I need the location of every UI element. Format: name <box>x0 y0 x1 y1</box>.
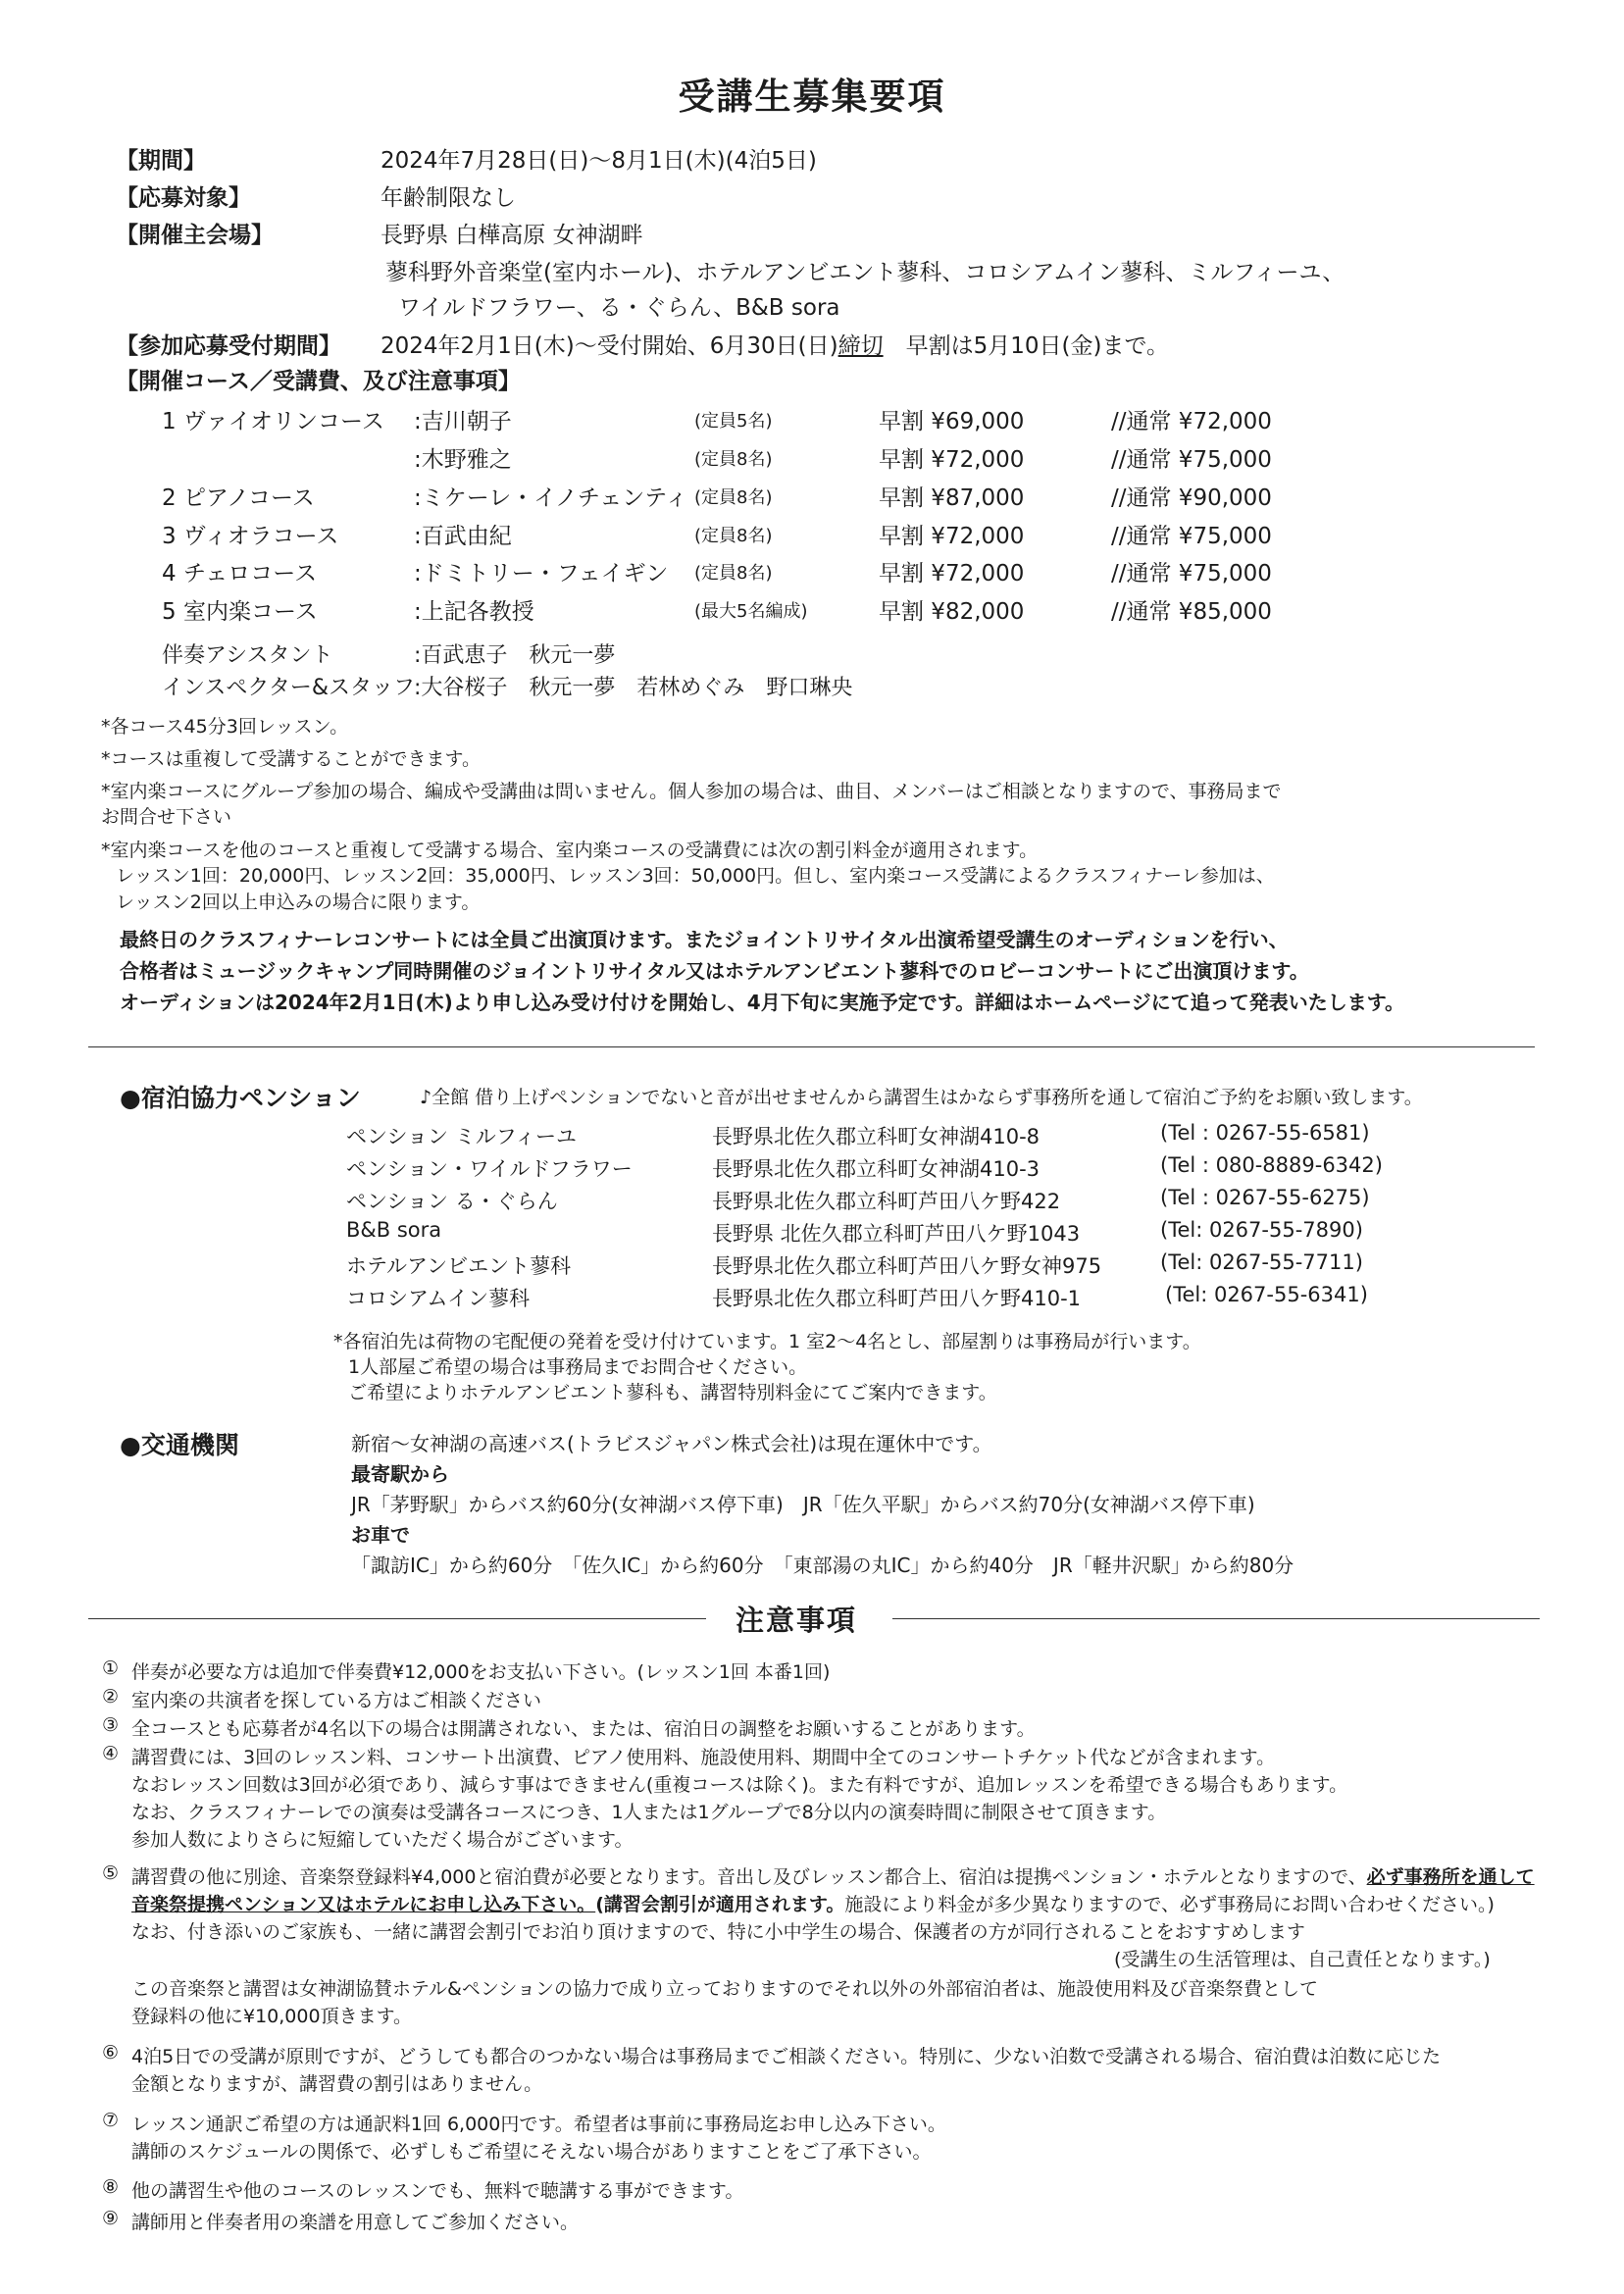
caution-item: 講師用と伴奏者用の楽譜を用意してご参加ください。 <box>131 2212 580 2233</box>
concert-note: 合格者はミュージックキャンプ同時開催のジョイントリサイタル又はホテルアンビエント蓼科でのロビーコンサートにご出演頂けます。 <box>120 959 1309 983</box>
period-value: 2024年7月28日(日)～8月1日(木)(4泊5日) <box>381 148 817 174</box>
discount-text: (講習会割引が適用されます。 <box>595 1894 845 1915</box>
bus-note: 新宿～女神湖の高速バス(トラビスジャパン株式会社)は現在運休中です。 <box>351 1432 992 1455</box>
period-label: 【期間】 <box>116 148 206 174</box>
venue-value: 長野県 白樺高原 女神湖畔 <box>381 223 643 248</box>
page-title: 受講生募集要項 <box>678 76 946 118</box>
caution-item-cont: なお、クラスフィナーレでの演奏は受講各コースにつき、1人または1グループで8分以内の演奏時間に制限させて頂きます。 <box>131 1802 1167 1823</box>
course-teacher: :ミケーレ・イノチェンティ <box>414 485 688 511</box>
item-number: ④ <box>102 1743 120 1764</box>
transport-heading: ●交通機関 <box>120 1431 239 1459</box>
divider <box>88 1046 1535 1047</box>
item-number: ⑤ <box>102 1862 120 1884</box>
lodging-name: B&B sora <box>346 1218 442 1242</box>
courses-heading: 【開催コース／受講費、及び注意事項】 <box>116 369 521 394</box>
caution-item: 全コースとも応募者が4名以下の場合は開講されない、または、宿泊日の調整をお願いすることがあります。 <box>131 1718 1036 1740</box>
fee-text: 講習費の他に別途、音楽祭登録料¥4,000と宿泊費が必要となります。音出し及びレッスン都合上、宿泊は提携ペンション・ホテルとなりますので、 <box>131 1866 1367 1888</box>
caution-item <box>131 1862 1535 1889</box>
course-name: 2 ピアノコース <box>162 485 315 511</box>
caution-item: 4泊5日での受講が原則ですが、どうしても都合のつかない場合は事務局までご相談ください。特別に、少ない泊数で受講される場合、宿泊費は泊数に応じた <box>131 2046 1442 2067</box>
lodging-name: ペンション・ワイルドフラワー <box>346 1157 633 1181</box>
item-number: ③ <box>102 1714 120 1736</box>
lodging-tel: (Tel : 0267-55-6275) <box>1160 1186 1370 1209</box>
course-capacity: (定員8名) <box>694 563 773 584</box>
caution-item: 講習費には、3回のレッスン料、コンサート出演費、ピアノ使用料、施設使用料、期間中全てのコンサートチケット代などが含まれます。 <box>131 1747 1276 1768</box>
course-name: 5 室内楽コース <box>162 599 318 625</box>
venue-line: ワイルドフラワー、る・ぐらん、B&B sora <box>398 295 840 321</box>
caution-item: レッスン通訳ご希望の方は通訳料1回 6,000円です。希望者は事前に事務局迄お申し込み下さい。 <box>131 2114 946 2135</box>
lodging-intro: ♪全館 借り上げペンションでないと音が出せませんから講習生はかならず事務所を通して宿泊ご予約をお願い致します。 <box>420 1087 1423 1108</box>
caution-item: 室内楽の共演者を探している方はご相談ください <box>131 1690 542 1711</box>
concert-note: 最終日のクラスフィナーレコンサートには全員ご出演頂けます。またジョイントリサイタル出演希望受講生のオーディションを行い、 <box>120 928 1289 951</box>
caution-heading: 注意事項 <box>736 1604 858 1637</box>
item-number: ⑧ <box>102 2176 120 2198</box>
course-normal-price: //通常 ¥75,000 <box>1111 447 1272 473</box>
course-capacity: (定員5名) <box>694 411 773 432</box>
course-teacher: :上記各教授 <box>414 599 534 625</box>
early-deadline: 早割は5月10日(金)まで。 <box>905 333 1169 359</box>
course-capacity: (最大5名編成) <box>694 601 808 622</box>
lodging-name: コロシアムイン蓼科 <box>346 1287 531 1310</box>
divider-right <box>892 1618 1540 1619</box>
item-number: ⑦ <box>102 2110 120 2131</box>
course-note: *コースは重複して受講することができます。 <box>101 748 482 770</box>
course-capacity: (定員8名) <box>694 526 773 546</box>
staff-role: 伴奏アシスタント <box>162 643 333 668</box>
course-teacher: :吉川朝子 <box>414 409 512 434</box>
deadline-text: 締切 <box>837 333 884 359</box>
target-label: 【応募対象】 <box>116 185 251 211</box>
car-heading: お車で <box>351 1523 410 1547</box>
course-normal-price: //通常 ¥72,000 <box>1111 409 1272 434</box>
course-name: 3 ヴィオラコース <box>162 524 339 549</box>
venue-line: 蓼科野外音楽堂(室内ホール)、ホテルアンビエント蓼科、コロシアムイン蓼科、ミルフィーユ、 <box>385 260 1345 285</box>
course-note: *室内楽コースを他のコースと重複して受講する場合、室内楽コースの受講費には次の割引料金が適用されます。 <box>101 840 1039 861</box>
course-normal-price: //通常 ¥75,000 <box>1111 561 1272 586</box>
train-heading: 最寄駅から <box>351 1462 449 1486</box>
car-access: 「諏訪IC」から約60分 「佐久IC」から約60分 「東部湯の丸IC」から約40分 JR「軽井沢駅」から約80分 <box>351 1554 1294 1577</box>
caution-item-cont: なお、付き添いのご家族も、一緒に講習会割引でお泊り頂けますので、特に小中学生の場合、保護者の方が同行されることをおすすめします <box>131 1921 1305 1943</box>
lodging-name: ペンション る・ぐらん <box>346 1190 558 1213</box>
caution-item-cont: なおレッスン回数は3回が必須であり、減らす事はできません(重複コースは除く)。また有料ですが、追加レッスンを希望できる場合もあります。 <box>131 1774 1348 1796</box>
course-capacity: (定員8名) <box>694 487 773 508</box>
course-note: お問合せ下さい <box>101 806 232 828</box>
item-number: ① <box>102 1657 120 1679</box>
lodging-tel: (Tel: 0267-55-6341) <box>1165 1283 1368 1306</box>
lodging-name: ホテルアンビエント蓼科 <box>346 1254 572 1278</box>
course-normal-price: //通常 ¥90,000 <box>1111 485 1272 511</box>
staff-role: インスペクター&スタッフ <box>162 676 416 700</box>
lodging-tel: (Tel : 080-8889-6342) <box>1160 1153 1383 1177</box>
lodging-address: 長野県北佐久郡立科町芦田八ケ野422 <box>712 1190 1061 1213</box>
course-note: *室内楽コースにグループ参加の場合、編成や受講曲は問いません。個人参加の場合は、曲目、メンバーはご相談となりますので、事務局まで <box>101 781 1282 802</box>
staff-names: :大谷桜子 秋元一夢 若林めぐみ 野口琳央 <box>414 676 853 700</box>
course-note: レッスン2回以上申込みの場合に限ります。 <box>116 892 481 913</box>
lodging-tel: (Tel: 0267-55-7890) <box>1160 1218 1363 1242</box>
lodging-tel: (Tel : 0267-55-6581) <box>1160 1121 1370 1145</box>
item-number: ⑥ <box>102 2042 120 2064</box>
venue-label: 【開催主会場】 <box>116 223 274 248</box>
caution-item-cont: 金額となりますが、講習費の割引はありません。 <box>131 2073 543 2095</box>
lodging-address: 長野県北佐久郡立科町女神湖410-3 <box>712 1157 1040 1181</box>
caution-item-cont: 講師のスケジュールの関係で、必ずしもご希望にそえない場合がありますことをご了承下さい。 <box>131 2141 932 2163</box>
inquiry-text: 施設により料金が多少異なりますので、必ず事務局にお問い合わせください。) <box>844 1894 1495 1915</box>
concert-note: オーディションは2024年2月1日(木)より申し込み受け付けを開始し、4月下旬に実施予定です。詳細はホームページにて追って発表いたします。 <box>120 991 1405 1014</box>
target-value: 年齢制限なし <box>381 185 516 211</box>
lodging-note: ご希望によりホテルアンビエント蓼科も、講習特別料金にてご案内できます。 <box>348 1382 997 1403</box>
caution-item-cont <box>131 1890 1495 1916</box>
lodging-heading: ●宿泊協力ペンション <box>120 1084 361 1112</box>
course-name: 4 チェロコース <box>162 561 318 586</box>
lodging-tel: (Tel: 0267-55-7711) <box>1160 1250 1363 1274</box>
lodging-address: 長野県北佐久郡立科町芦田八ケ野女神975 <box>712 1254 1102 1278</box>
item-number: ② <box>102 1686 120 1708</box>
course-teacher: :百武由紀 <box>414 524 512 549</box>
train-access: JR「茅野駅」からバス約60分(女神湖バス停下車) JR「佐久平駅」からバス約70分(女神湖バス停下車) <box>351 1493 1255 1516</box>
lodging-address: 長野県北佐久郡立科町芦田八ケ野410-1 <box>712 1287 1082 1310</box>
course-early-price: 早割 ¥72,000 <box>879 447 1025 473</box>
caution-item-cont: (受講生の生活管理は、自己責任となります。) <box>1114 1949 1491 1970</box>
course-normal-price: //通常 ¥85,000 <box>1111 599 1272 625</box>
caution-item: 伴奏が必要な方は追加で伴奏費¥12,000をお支払い下さい。(レッスン1回 本番1回) <box>131 1661 831 1683</box>
course-early-price: 早割 ¥72,000 <box>879 561 1025 586</box>
course-teacher: :木野雅之 <box>414 447 512 473</box>
lodging-address: 長野県北佐久郡立科町女神湖410-8 <box>712 1125 1040 1148</box>
caution-item: 他の講習生や他のコースのレッスンでも、無料で聴講する事ができます。 <box>131 2180 744 2202</box>
booking-instruction: 音楽祭提携ペンション又はホテルにお申し込み下さい。 <box>131 1894 596 1915</box>
course-early-price: 早割 ¥72,000 <box>879 524 1025 549</box>
course-capacity: (定員8名) <box>694 449 773 470</box>
course-normal-price: //通常 ¥75,000 <box>1111 524 1272 549</box>
caution-item-cont: 登録料の他に¥10,000頂きます。 <box>131 2006 413 2027</box>
lodging-name: ペンション ミルフィーユ <box>346 1125 578 1148</box>
course-note: *各コース45分3回レッスン。 <box>101 716 349 738</box>
booking-required-text: 必ず事務所を通して <box>1366 1866 1535 1888</box>
apply-period-value: 2024年2月1日(木)～受付開始、6月30日(日)締切 早割は5月10日(金)まで。 <box>381 333 1169 359</box>
course-note: レッスン1回：20,000円、レッスン2回：35,000円、レッスン3回：50,000円。但し、室内楽コース受講によるクラスフィナーレ参加は、 <box>116 865 1275 887</box>
course-teacher: :ドミトリー・フェイギン <box>414 561 669 586</box>
lodging-note: *各宿泊先は荷物の宅配便の発着を受け付けています。1 室2～4名とし、部屋割りは事務局が行います。 <box>333 1331 1201 1352</box>
course-name: 1 ヴァイオリンコース <box>162 409 384 434</box>
lodging-address: 長野県 北佐久郡立科町芦田八ケ野1043 <box>712 1222 1081 1246</box>
course-early-price: 早割 ¥87,000 <box>879 485 1025 511</box>
lodging-note: 1人部屋ご希望の場合は事務局までお問合せください。 <box>348 1356 808 1378</box>
course-early-price: 早割 ¥69,000 <box>879 409 1025 434</box>
item-number: ⑨ <box>102 2208 120 2229</box>
caution-item-cont: 参加人数によりさらに短縮していただく場合がございます。 <box>131 1829 634 1851</box>
divider-left <box>88 1618 706 1619</box>
staff-names: :百武恵子 秋元一夢 <box>414 643 616 668</box>
apply-period-label: 【参加応募受付期間】 <box>116 333 341 359</box>
caution-item-cont: この音楽祭と講習は女神湖協賛ホテル&ペンションの協力で成り立っておりますのでそれ以外の外部宿泊者は、施設使用料及び音楽祭費として <box>131 1978 1319 2000</box>
course-early-price: 早割 ¥82,000 <box>879 599 1025 625</box>
